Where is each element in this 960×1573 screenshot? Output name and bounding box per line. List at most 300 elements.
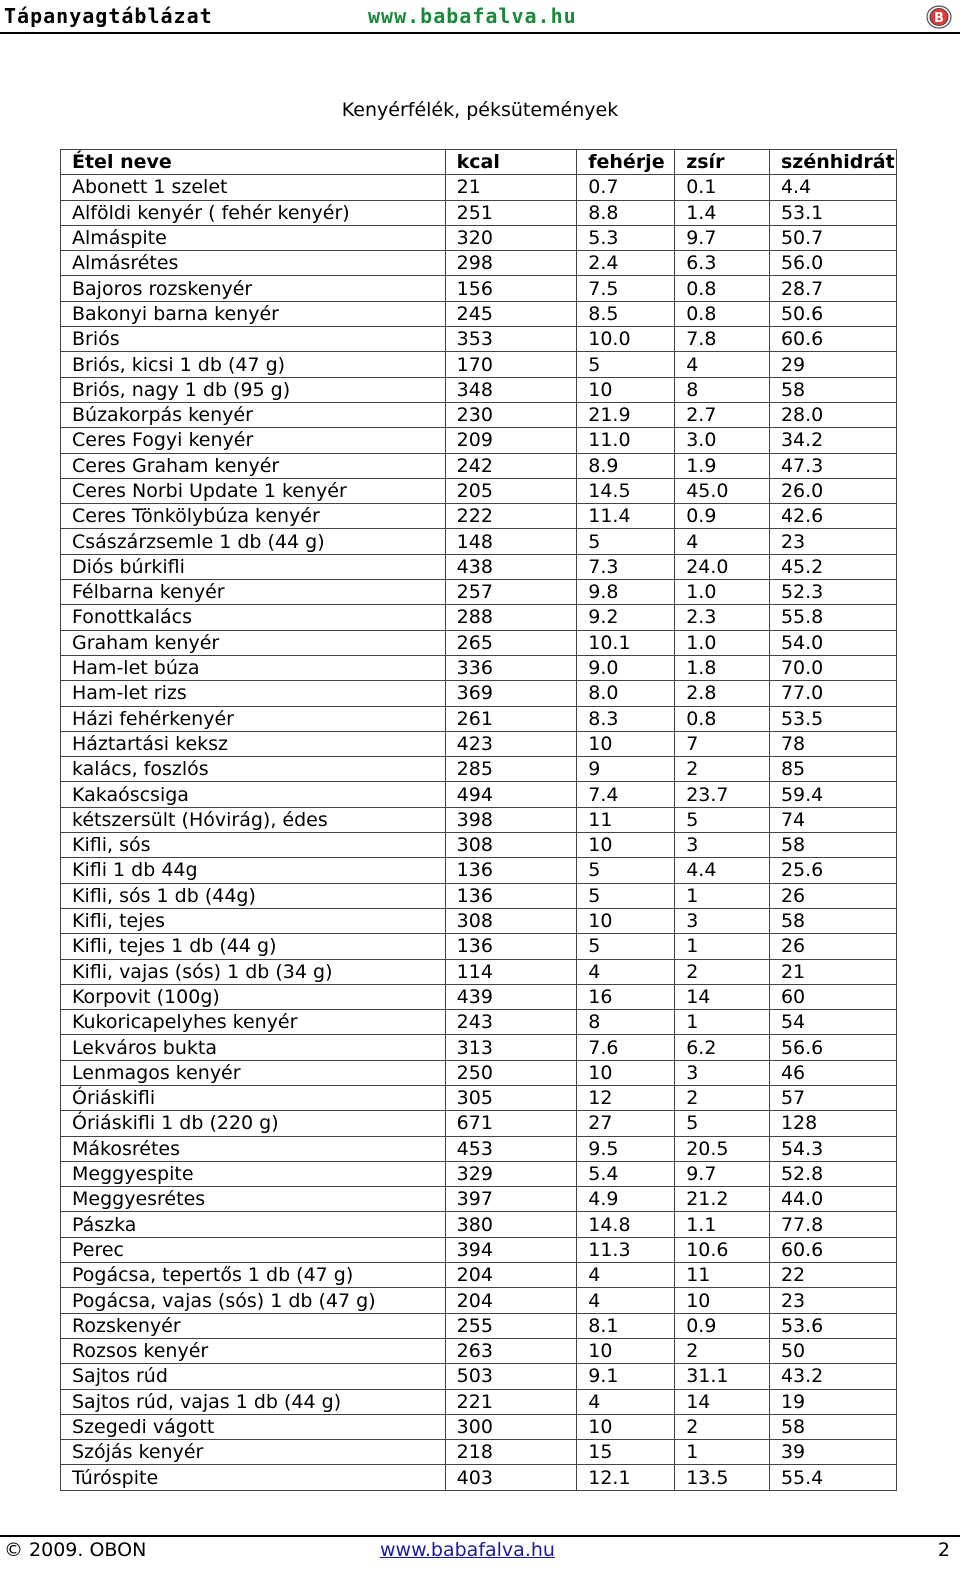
table-row	[61, 580, 897, 605]
protein-cell: 10	[577, 377, 675, 402]
carbs-cell: 77.8	[769, 1212, 896, 1237]
kcal-cell: 503	[445, 1364, 577, 1389]
protein-cell: 2.4	[577, 251, 675, 276]
kcal-cell: 209	[445, 428, 577, 453]
carbs-cell: 50.7	[769, 225, 896, 250]
carbs-cell: 23	[769, 529, 896, 554]
food-name-cell: Lenmagos kenyér	[61, 1060, 446, 1085]
page-header	[0, 0, 960, 32]
protein-cell: 8.8	[577, 200, 675, 225]
fat-cell: 2	[675, 1338, 770, 1363]
food-name-cell: Alföldi kenyér ( fehér kenyér)	[61, 200, 446, 225]
carbs-cell: 50	[769, 1338, 896, 1363]
table-row	[61, 605, 897, 630]
kcal-cell: 21	[445, 175, 577, 200]
protein-cell: 9	[577, 757, 675, 782]
protein-cell: 9.2	[577, 605, 675, 630]
protein-cell: 7.3	[577, 554, 675, 579]
table-row	[61, 706, 897, 731]
carbs-cell: 85	[769, 757, 896, 782]
fat-cell: 13.5	[675, 1465, 770, 1490]
table-row	[61, 327, 897, 352]
carbs-cell: 58	[769, 377, 896, 402]
food-name-cell: Félbarna kenyér	[61, 580, 446, 605]
food-name-cell: Házi fehérkenyér	[61, 706, 446, 731]
food-name-cell: Bajoros rozskenyér	[61, 276, 446, 301]
table-row	[61, 1440, 897, 1465]
protein-cell: 5.3	[577, 225, 675, 250]
kcal-cell: 398	[445, 807, 577, 832]
table-row	[61, 225, 897, 250]
fat-cell: 24.0	[675, 554, 770, 579]
protein-cell: 8.9	[577, 453, 675, 478]
protein-cell: 10	[577, 1060, 675, 1085]
carbs-cell: 54	[769, 1010, 896, 1035]
food-name-cell: Kukoricapelyhes kenyér	[61, 1010, 446, 1035]
fat-cell: 11	[675, 1263, 770, 1288]
food-name-cell: Túróspite	[61, 1465, 446, 1490]
fat-cell: 1.0	[675, 580, 770, 605]
protein-cell: 11	[577, 807, 675, 832]
protein-cell: 8.5	[577, 301, 675, 326]
kcal-cell: 222	[445, 504, 577, 529]
column-header-name: Étel neve	[61, 150, 446, 175]
kcal-cell: 397	[445, 1187, 577, 1212]
fat-cell: 8	[675, 377, 770, 402]
protein-cell: 9.0	[577, 655, 675, 680]
kcal-cell: 305	[445, 1085, 577, 1110]
table-row	[61, 1389, 897, 1414]
carbs-cell: 23	[769, 1288, 896, 1313]
fat-cell: 45.0	[675, 478, 770, 503]
food-name-cell: Ceres Norbi Update 1 kenyér	[61, 478, 446, 503]
table-row	[61, 681, 897, 706]
fat-cell: 2.7	[675, 402, 770, 427]
kcal-cell: 439	[445, 984, 577, 1009]
protein-cell: 11.0	[577, 428, 675, 453]
kcal-cell: 320	[445, 225, 577, 250]
table-row	[61, 478, 897, 503]
table-row	[61, 377, 897, 402]
fat-cell: 2	[675, 757, 770, 782]
table-row	[61, 934, 897, 959]
food-name-cell: Meggyesrétes	[61, 1187, 446, 1212]
kcal-cell: 313	[445, 1035, 577, 1060]
column-header-protein: fehérje	[577, 150, 675, 175]
carbs-cell: 60.6	[769, 1237, 896, 1262]
carbs-cell: 58	[769, 833, 896, 858]
fat-cell: 6.2	[675, 1035, 770, 1060]
carbs-cell: 39	[769, 1440, 896, 1465]
column-header-kcal: kcal	[445, 150, 577, 175]
food-name-cell: Kifli, sós	[61, 833, 446, 858]
food-name-cell: Pogácsa, tepertős 1 db (47 g)	[61, 1263, 446, 1288]
fat-cell: 3	[675, 908, 770, 933]
kcal-cell: 136	[445, 858, 577, 883]
nutrition-table	[60, 149, 897, 1491]
footer-site-link[interactable]: www.babafalva.hu	[380, 1539, 555, 1561]
table-row	[61, 1237, 897, 1262]
fat-cell: 6.3	[675, 251, 770, 276]
kcal-cell: 453	[445, 1136, 577, 1161]
protein-cell: 21.9	[577, 402, 675, 427]
kcal-cell: 348	[445, 377, 577, 402]
site-url[interactable]: www.babafalva.hu	[368, 4, 577, 28]
kcal-cell: 671	[445, 1111, 577, 1136]
protein-cell: 12	[577, 1085, 675, 1110]
fat-cell: 3	[675, 1060, 770, 1085]
fat-cell: 1	[675, 883, 770, 908]
page-footer	[0, 1539, 960, 1567]
kcal-cell: 394	[445, 1237, 577, 1262]
food-name-cell: kétszersült (Hóvirág), édes	[61, 807, 446, 832]
protein-cell: 10	[577, 1338, 675, 1363]
table-row	[61, 529, 897, 554]
protein-cell: 5.4	[577, 1161, 675, 1186]
table-row	[61, 630, 897, 655]
kcal-cell: 136	[445, 934, 577, 959]
fat-cell: 9.7	[675, 1161, 770, 1186]
table-row	[61, 402, 897, 427]
kcal-cell: 221	[445, 1389, 577, 1414]
fat-cell: 2	[675, 1085, 770, 1110]
fat-cell: 1	[675, 1440, 770, 1465]
fat-cell: 2.3	[675, 605, 770, 630]
food-name-cell: Rozskenyér	[61, 1313, 446, 1338]
carbs-cell: 4.4	[769, 175, 896, 200]
food-name-cell: Háztartási keksz	[61, 731, 446, 756]
table-row	[61, 1136, 897, 1161]
food-name-cell: Ceres Graham kenyér	[61, 453, 446, 478]
kcal-cell: 438	[445, 554, 577, 579]
food-name-cell: Szójás kenyér	[61, 1440, 446, 1465]
food-name-cell: Graham kenyér	[61, 630, 446, 655]
protein-cell: 0.7	[577, 175, 675, 200]
fat-cell: 14	[675, 1389, 770, 1414]
fat-cell: 2	[675, 1414, 770, 1439]
fat-cell: 0.9	[675, 504, 770, 529]
food-name-cell: Briós, kicsi 1 db (47 g)	[61, 352, 446, 377]
kcal-cell: 369	[445, 681, 577, 706]
carbs-cell: 53.5	[769, 706, 896, 731]
kcal-cell: 300	[445, 1414, 577, 1439]
fat-cell: 23.7	[675, 782, 770, 807]
carbs-cell: 46	[769, 1060, 896, 1085]
table-row	[61, 1338, 897, 1363]
carbs-cell: 60	[769, 984, 896, 1009]
kcal-cell: 261	[445, 706, 577, 731]
protein-cell: 8.1	[577, 1313, 675, 1338]
carbs-cell: 34.2	[769, 428, 896, 453]
carbs-cell: 57	[769, 1085, 896, 1110]
carbs-cell: 43.2	[769, 1364, 896, 1389]
carbs-cell: 60.6	[769, 327, 896, 352]
protein-cell: 10	[577, 731, 675, 756]
table-row	[61, 858, 897, 883]
protein-cell: 14.8	[577, 1212, 675, 1237]
fat-cell: 14	[675, 984, 770, 1009]
food-name-cell: Meggyespite	[61, 1161, 446, 1186]
table-row	[61, 1288, 897, 1313]
table-row	[61, 175, 897, 200]
kcal-cell: 251	[445, 200, 577, 225]
table-row	[61, 807, 897, 832]
footer-divider	[0, 1535, 960, 1537]
table-body	[61, 175, 897, 1490]
protein-cell: 5	[577, 858, 675, 883]
kcal-cell: 336	[445, 655, 577, 680]
food-name-cell: kalács, foszlós	[61, 757, 446, 782]
carbs-cell: 56.0	[769, 251, 896, 276]
fat-cell: 1	[675, 1010, 770, 1035]
fat-cell: 1.1	[675, 1212, 770, 1237]
food-name-cell: Pogácsa, vajas (sós) 1 db (47 g)	[61, 1288, 446, 1313]
table-row	[61, 1212, 897, 1237]
fat-cell: 2	[675, 959, 770, 984]
carbs-cell: 78	[769, 731, 896, 756]
protein-cell: 8.0	[577, 681, 675, 706]
kcal-cell: 243	[445, 1010, 577, 1035]
table-row	[61, 908, 897, 933]
food-name-cell: Abonett 1 szelet	[61, 175, 446, 200]
carbs-cell: 56.6	[769, 1035, 896, 1060]
kcal-cell: 255	[445, 1313, 577, 1338]
carbs-cell: 59.4	[769, 782, 896, 807]
table-row	[61, 655, 897, 680]
carbs-cell: 58	[769, 908, 896, 933]
column-header-fat: zsír	[675, 150, 770, 175]
protein-cell: 10	[577, 833, 675, 858]
food-name-cell: Kifli, tejes	[61, 908, 446, 933]
table-row	[61, 453, 897, 478]
food-name-cell: Kifli, vajas (sós) 1 db (34 g)	[61, 959, 446, 984]
carbs-cell: 25.6	[769, 858, 896, 883]
protein-cell: 11.4	[577, 504, 675, 529]
table-row	[61, 200, 897, 225]
kcal-cell: 170	[445, 352, 577, 377]
carbs-cell: 70.0	[769, 655, 896, 680]
table-row	[61, 1010, 897, 1035]
fat-cell: 4	[675, 352, 770, 377]
food-name-cell: Lekváros bukta	[61, 1035, 446, 1060]
kcal-cell: 285	[445, 757, 577, 782]
table-row	[61, 731, 897, 756]
kcal-cell: 230	[445, 402, 577, 427]
food-name-cell: Kifli 1 db 44g	[61, 858, 446, 883]
food-name-cell: Diós búrkifli	[61, 554, 446, 579]
food-name-cell: Mákosrétes	[61, 1136, 446, 1161]
protein-cell: 4	[577, 1288, 675, 1313]
food-name-cell: Ham-let rizs	[61, 681, 446, 706]
fat-cell: 21.2	[675, 1187, 770, 1212]
kcal-cell: 156	[445, 276, 577, 301]
fat-cell: 31.1	[675, 1364, 770, 1389]
babafalva-logo-icon	[926, 5, 952, 29]
kcal-cell: 423	[445, 731, 577, 756]
table-row	[61, 1364, 897, 1389]
kcal-cell: 114	[445, 959, 577, 984]
kcal-cell: 265	[445, 630, 577, 655]
protein-cell: 8.3	[577, 706, 675, 731]
kcal-cell: 242	[445, 453, 577, 478]
fat-cell: 0.8	[675, 706, 770, 731]
food-name-cell: Pászka	[61, 1212, 446, 1237]
food-name-cell: Sajtos rúd, vajas 1 db (44 g)	[61, 1389, 446, 1414]
protein-cell: 7.5	[577, 276, 675, 301]
food-name-cell: Almáspite	[61, 225, 446, 250]
table-row	[61, 276, 897, 301]
food-name-cell: Óriáskifli	[61, 1085, 446, 1110]
carbs-cell: 55.8	[769, 605, 896, 630]
section-title: Kenyérfélék, péksütemények	[341, 99, 619, 121]
fat-cell: 3	[675, 833, 770, 858]
carbs-cell: 53.1	[769, 200, 896, 225]
food-name-cell: Szegedi vágott	[61, 1414, 446, 1439]
protein-cell: 10.1	[577, 630, 675, 655]
kcal-cell: 288	[445, 605, 577, 630]
carbs-cell: 19	[769, 1389, 896, 1414]
kcal-cell: 245	[445, 301, 577, 326]
food-name-cell: Ham-let búza	[61, 655, 446, 680]
protein-cell: 5	[577, 934, 675, 959]
protein-cell: 10	[577, 1414, 675, 1439]
table-row	[61, 251, 897, 276]
logo-letter: B	[934, 11, 944, 26]
food-name-cell: Almásrétes	[61, 251, 446, 276]
kcal-cell: 298	[445, 251, 577, 276]
carbs-cell: 54.0	[769, 630, 896, 655]
table-row	[61, 1060, 897, 1085]
protein-cell: 14.5	[577, 478, 675, 503]
kcal-cell: 204	[445, 1263, 577, 1288]
protein-cell: 27	[577, 1111, 675, 1136]
carbs-cell: 54.3	[769, 1136, 896, 1161]
protein-cell: 9.5	[577, 1136, 675, 1161]
kcal-cell: 218	[445, 1440, 577, 1465]
table-row	[61, 1035, 897, 1060]
protein-cell: 11.3	[577, 1237, 675, 1262]
carbs-cell: 26.0	[769, 478, 896, 503]
protein-cell: 10.0	[577, 327, 675, 352]
table-row	[61, 352, 897, 377]
food-name-cell: Korpovit (100g)	[61, 984, 446, 1009]
fat-cell: 10.6	[675, 1237, 770, 1262]
protein-cell: 8	[577, 1010, 675, 1035]
table-row	[61, 504, 897, 529]
protein-cell: 4	[577, 1263, 675, 1288]
carbs-cell: 28.7	[769, 276, 896, 301]
table-row	[61, 984, 897, 1009]
fat-cell: 9.7	[675, 225, 770, 250]
table-header-row	[61, 150, 897, 175]
kcal-cell: 263	[445, 1338, 577, 1363]
protein-cell: 7.6	[577, 1035, 675, 1060]
kcal-cell: 403	[445, 1465, 577, 1490]
carbs-cell: 26	[769, 934, 896, 959]
food-name-cell: Bakonyi barna kenyér	[61, 301, 446, 326]
table-row	[61, 1161, 897, 1186]
kcal-cell: 136	[445, 883, 577, 908]
food-name-cell: Kifli, sós 1 db (44g)	[61, 883, 446, 908]
carbs-cell: 53.6	[769, 1313, 896, 1338]
food-name-cell: Ceres Tönkölybúza kenyér	[61, 504, 446, 529]
page-number: 2	[937, 1539, 950, 1561]
food-name-cell: Ceres Fogyi kenyér	[61, 428, 446, 453]
table-row	[61, 1263, 897, 1288]
food-name-cell: Kifli, tejes 1 db (44 g)	[61, 934, 446, 959]
carbs-cell: 52.8	[769, 1161, 896, 1186]
protein-cell: 12.1	[577, 1465, 675, 1490]
fat-cell: 1.0	[675, 630, 770, 655]
food-name-cell: Fonottkalács	[61, 605, 446, 630]
carbs-cell: 45.2	[769, 554, 896, 579]
carbs-cell: 50.6	[769, 301, 896, 326]
food-name-cell: Rozsos kenyér	[61, 1338, 446, 1363]
fat-cell: 1.9	[675, 453, 770, 478]
food-name-cell: Briós	[61, 327, 446, 352]
protein-cell: 10	[577, 908, 675, 933]
protein-cell: 7.4	[577, 782, 675, 807]
header-divider	[0, 32, 960, 34]
fat-cell: 4.4	[675, 858, 770, 883]
table-row	[61, 757, 897, 782]
fat-cell: 0.8	[675, 301, 770, 326]
kcal-cell: 308	[445, 833, 577, 858]
food-name-cell: Briós, nagy 1 db (95 g)	[61, 377, 446, 402]
food-name-cell: Perec	[61, 1237, 446, 1262]
table-row	[61, 1085, 897, 1110]
protein-cell: 16	[577, 984, 675, 1009]
table-row	[61, 554, 897, 579]
fat-cell: 7.8	[675, 327, 770, 352]
protein-cell: 9.1	[577, 1364, 675, 1389]
carbs-cell: 55.4	[769, 1465, 896, 1490]
protein-cell: 4	[577, 1389, 675, 1414]
carbs-cell: 44.0	[769, 1187, 896, 1212]
kcal-cell: 250	[445, 1060, 577, 1085]
kcal-cell: 329	[445, 1161, 577, 1186]
table-row	[61, 1187, 897, 1212]
fat-cell: 2.8	[675, 681, 770, 706]
fat-cell: 1	[675, 934, 770, 959]
kcal-cell: 494	[445, 782, 577, 807]
carbs-cell: 77.0	[769, 681, 896, 706]
table-row	[61, 782, 897, 807]
food-name-cell: Kakaóscsiga	[61, 782, 446, 807]
carbs-cell: 128	[769, 1111, 896, 1136]
kcal-cell: 380	[445, 1212, 577, 1237]
kcal-cell: 205	[445, 478, 577, 503]
carbs-cell: 28.0	[769, 402, 896, 427]
food-name-cell: Császárzsemle 1 db (44 g)	[61, 529, 446, 554]
table-row	[61, 1111, 897, 1136]
fat-cell: 10	[675, 1288, 770, 1313]
protein-cell: 4.9	[577, 1187, 675, 1212]
food-name-cell: Óriáskifli 1 db (220 g)	[61, 1111, 446, 1136]
fat-cell: 4	[675, 529, 770, 554]
protein-cell: 15	[577, 1440, 675, 1465]
carbs-cell: 58	[769, 1414, 896, 1439]
fat-cell: 7	[675, 731, 770, 756]
fat-cell: 0.9	[675, 1313, 770, 1338]
fat-cell: 1.8	[675, 655, 770, 680]
copyright-text: © 2009. OBON	[4, 1539, 147, 1561]
protein-cell: 4	[577, 959, 675, 984]
table-row	[61, 1465, 897, 1490]
table-row	[61, 1313, 897, 1338]
protein-cell: 5	[577, 352, 675, 377]
fat-cell: 0.8	[675, 276, 770, 301]
